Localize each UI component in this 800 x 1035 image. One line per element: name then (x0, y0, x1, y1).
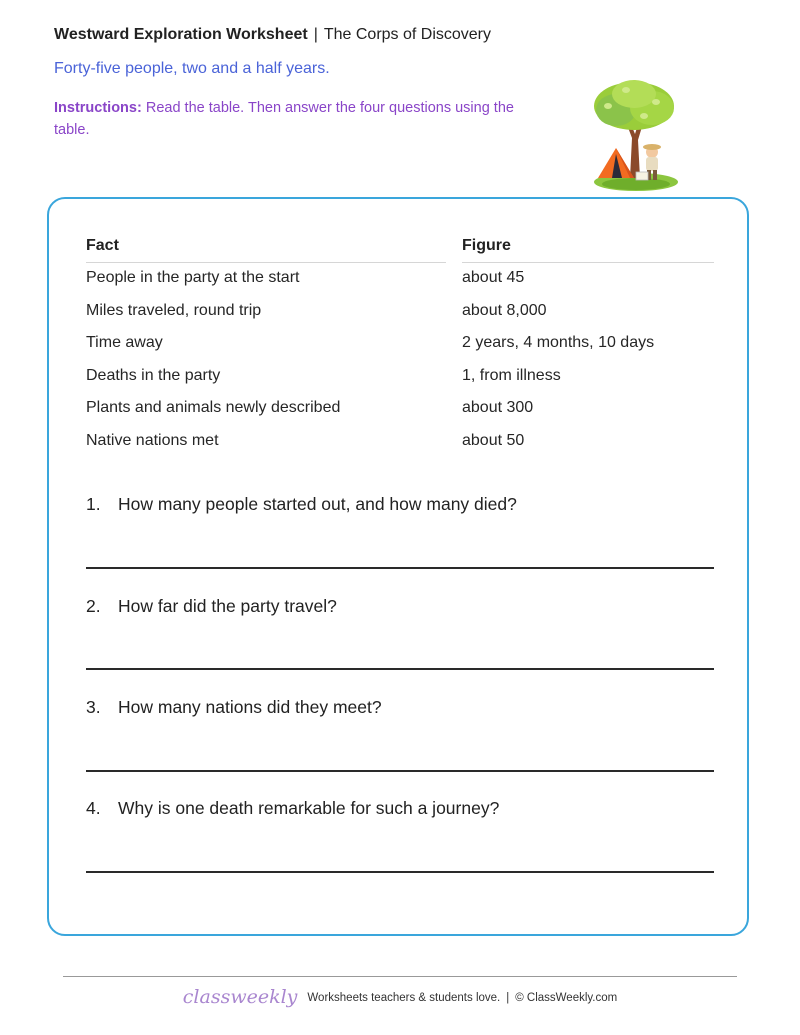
figure-cell: 1, from illness (462, 366, 561, 384)
tree-tent-explorer-icon (586, 78, 682, 196)
answer-line-3[interactable] (86, 770, 714, 772)
question-number: 2. (86, 596, 101, 616)
figure-cell: about 45 (462, 269, 525, 286)
question-4 (86, 798, 714, 819)
question-number: 3. (86, 697, 101, 717)
table-row (86, 429, 714, 462)
instructions (54, 97, 524, 141)
question-number: 4. (86, 798, 101, 818)
question-text: How many people started out, and how many died? (118, 494, 517, 514)
worksheet-subtitle: Forty-five people, two and a half years. (54, 60, 330, 77)
header-divider (86, 262, 446, 263)
question-3 (86, 697, 714, 718)
question-text: Why is one death remarkable for such a journey? (118, 798, 500, 818)
table-body (86, 266, 714, 462)
answer-line-4[interactable] (86, 871, 714, 873)
instructions-lead: Instructions: (54, 100, 142, 116)
figure-cell: about 50 (462, 431, 525, 449)
fact-cell: Plants and animals newly described (86, 399, 341, 417)
table-row (86, 299, 714, 332)
brand-logo: classweekly (182, 986, 298, 1008)
answer-line-1[interactable] (86, 567, 714, 569)
question-number: 1. (86, 494, 101, 514)
title-separator: | (313, 26, 318, 43)
worksheet-title (54, 26, 491, 44)
table-row (86, 266, 714, 299)
footer (0, 986, 800, 1008)
column-header-figure: Figure (462, 237, 511, 254)
table-row (86, 396, 714, 429)
figure-cell: about 8,000 (462, 301, 547, 319)
instructions-text: Read the table. Then answer the four questions using the table. (54, 100, 514, 138)
fact-cell: Miles traveled, round trip (86, 301, 262, 319)
header-divider (462, 262, 714, 263)
column-header-fact: Fact (86, 237, 119, 254)
figure-cell: 2 years, 4 months, 10 days (462, 334, 655, 352)
question-2 (86, 596, 714, 617)
table-row (86, 331, 714, 364)
figure-cell: about 300 (462, 399, 534, 417)
footer-copyright: © ClassWeekly.com (515, 992, 618, 1004)
fact-cell: Time away (86, 334, 163, 352)
fact-cell: Native nations met (86, 431, 219, 449)
question-text: How many nations did they meet? (118, 697, 382, 717)
answer-line-2[interactable] (86, 668, 714, 670)
worksheet-title-text: Westward Exploration Worksheet (54, 26, 308, 43)
question-text: How far did the party travel? (118, 596, 337, 616)
footer-tagline: Worksheets teachers & students love. (307, 992, 501, 1004)
table-row (86, 364, 714, 397)
fact-cell: People in the party at the start (86, 269, 300, 286)
footer-divider (63, 976, 737, 977)
worksheet-topic: The Corps of Discovery (323, 26, 492, 43)
fact-cell: Deaths in the party (86, 366, 221, 384)
footer-separator: | (506, 992, 510, 1004)
question-1 (86, 494, 714, 515)
